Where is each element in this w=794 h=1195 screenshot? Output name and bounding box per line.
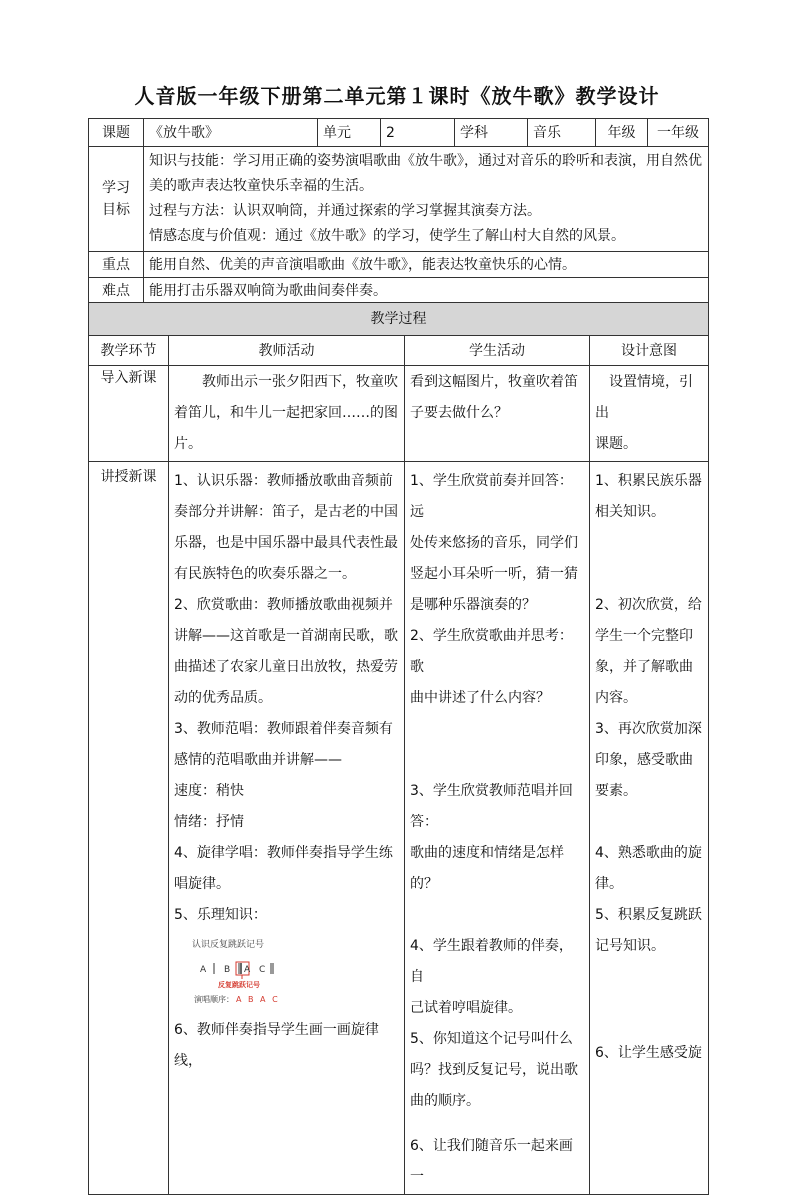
- lecture-student-line: 处传来悠扬的音乐，同学们: [410, 535, 578, 551]
- lecture-student-lines: [410, 466, 584, 1117]
- lecture-intent-line: [595, 528, 703, 559]
- lecture-teacher-line: 5、乐理知识：: [174, 907, 267, 923]
- goals-label-line2: 目标: [102, 202, 130, 218]
- col-student: 学生活动: [405, 336, 590, 366]
- goals-line: 情感态度与价值观：通过《放牛歌》的学习，使学生了解山村大自然的风景。: [149, 228, 625, 244]
- difficulty-text: 能用打击乐器双响筒为歌曲间奏伴奏。: [144, 278, 709, 304]
- lecture-intent-line: 3、再次欣赏加深: [595, 721, 702, 737]
- key-point-label: 重点: [89, 252, 144, 278]
- lecture-intent-line: 内容。: [595, 690, 637, 706]
- process-table: [88, 302, 709, 1195]
- goals-label-line1: 学习: [102, 180, 130, 196]
- intro-intent-line: 课题。: [595, 436, 637, 452]
- lecture-student-line: [410, 900, 584, 931]
- repeat-sign-figure: [174, 935, 304, 1009]
- intro-intent-line: 设置情境，引出: [595, 374, 693, 421]
- col-intent: 设计意图: [590, 336, 709, 366]
- lecture-teacher-line: 感情的范唱歌曲并讲解——: [174, 752, 342, 768]
- bar-a2: A: [244, 965, 251, 975]
- lecture-teacher-line: 动的优秀品质。: [174, 690, 272, 706]
- lecture-intent-line: 5、积累反复跳跃: [595, 907, 702, 923]
- lecture-teacher-line: 4、旋律学唱：教师伴奏指导学生练: [174, 845, 393, 861]
- lecture-intent-line: 相关知识。: [595, 504, 665, 520]
- lecture-intent-line: 2、初次欣赏，给: [595, 597, 702, 613]
- lecture-teacher-line: 唱旋律。: [174, 876, 230, 892]
- lecture-intent-line: 印象，感受歌曲: [595, 752, 693, 768]
- lecture-intent-line: [595, 559, 703, 590]
- lecture-teacher-line: 曲描述了农家儿童日出放牧，热爱劳: [174, 659, 398, 675]
- bar-b: B: [224, 965, 231, 975]
- lecture-intent-line: 象，并了解歌曲: [595, 659, 693, 675]
- sign-label: 反复跳跃记号: [218, 981, 260, 989]
- subject-value: 音乐: [528, 119, 596, 147]
- goals-line: 过程与方法：认识双响筒，并通过探索的学习掌握其演奏方法。: [149, 203, 541, 219]
- order-value: A B A C: [236, 995, 280, 1004]
- intro-stage: 导入新课: [89, 366, 169, 462]
- lecture-student-line: 4、学生跟着教师的伴奏，自: [410, 938, 573, 985]
- subject-label: 学科: [455, 119, 528, 147]
- lecture-student-line: 2、学生欣赏歌曲并思考：歌: [410, 628, 573, 675]
- lecture-intent-lines: [595, 466, 703, 962]
- lecture-teacher-line: 情绪：抒情: [174, 814, 244, 830]
- page-title: 人音版一年级下册第二单元第１课时《放牛歌》教学设计: [134, 84, 660, 108]
- lecture-student-line: 曲的顺序。: [410, 1093, 480, 1109]
- lecture-intent-line: 4、熟悉歌曲的旋: [595, 845, 702, 861]
- bar-a1: A: [200, 965, 207, 975]
- lecture-student-line: 吗？找到反复记号，说出歌: [410, 1062, 578, 1078]
- unit-label: 单元: [318, 119, 381, 147]
- lecture-student-line: 己试着哼唱旋律。: [410, 1000, 522, 1016]
- goals-label: [89, 147, 144, 252]
- unit-value: 2: [381, 119, 455, 147]
- lecture-teacher-lines: [174, 466, 399, 931]
- col-teacher: 教师活动: [169, 336, 405, 366]
- lecture-student-line: 竖起小耳朵听一听，猜一猜: [410, 566, 578, 582]
- key-point-text: 能用自然、优美的声音演唱歌曲《放牛歌》，能表达牧童快乐的心情。: [144, 252, 709, 278]
- lecture-student-line: [410, 745, 584, 776]
- lecture-student-line: 3、学生欣赏教师范唱并回答：: [410, 783, 573, 830]
- lecture-student-line: 歌曲的速度和情绪是怎样: [410, 845, 564, 861]
- lecture-student-line: 1、学生欣赏前奏并回答：远: [410, 473, 573, 520]
- intro-teacher-line: 片。: [174, 436, 202, 452]
- lecture-teacher-line: 1、认识乐器：教师播放歌曲音频前: [174, 473, 393, 489]
- lecture-intent-line: 记号知识。: [595, 938, 665, 954]
- process-header: 教学过程: [89, 303, 709, 336]
- lecture-student-line: 曲中讲述了什么内容？: [410, 690, 550, 706]
- lecture-student-line: 是哪种乐器演奏的？: [410, 597, 536, 613]
- intro-teacher-line: 着笛儿，和牛儿一起把家回……的图: [174, 405, 398, 421]
- lecture-teacher-line: 奏部分并讲解：笛子，是古老的中国: [174, 504, 398, 520]
- goals-line: 美的歌声表达牧童快乐幸福的生活。: [149, 178, 373, 194]
- lecture-stage: 讲授新课: [89, 462, 169, 1195]
- lecture-teacher-line: 速度：稍快: [174, 783, 244, 799]
- lecture-intent-line: 要素。: [595, 783, 637, 799]
- info-table: [88, 118, 709, 304]
- intro-student-line: 子要去做什么？: [410, 405, 508, 421]
- lecture-teacher-line: 讲解——这首歌是一首湖南民歌，歌: [174, 628, 398, 644]
- bar-c: C: [259, 965, 266, 975]
- grade-label: 年级: [596, 119, 648, 147]
- topic-value: 《放牛歌》: [144, 119, 318, 147]
- student-last-line: 6、让我们随音乐一起来画一: [410, 1138, 573, 1185]
- lecture-teacher-line: 乐器，也是中国乐器中最具代表性最: [174, 535, 398, 551]
- difficulty-label: 难点: [89, 278, 144, 304]
- lecture-student-line: [410, 714, 584, 745]
- lecture-teacher-line: 2、欣赏歌曲：教师播放歌曲视频并: [174, 597, 393, 613]
- teacher-last-line: 6、教师伴奏指导学生画一画旋律线，: [174, 1022, 379, 1069]
- topic-label: 课题: [89, 119, 144, 147]
- lecture-teacher-line: 3、教师范唱：教师跟着伴奏音频有: [174, 721, 393, 737]
- goals-line: 知识与技能：学习用正确的姿势演唱歌曲《放牛歌》，通过对音乐的聆听和表演，用自然优: [149, 153, 702, 169]
- intro-student-line: 看到这幅图片，牧童吹着笛: [410, 374, 578, 390]
- intent-last-line: 6、让学生感受旋: [595, 1045, 702, 1061]
- lecture-intent-line: 1、积累民族乐器: [595, 473, 702, 489]
- lecture-intent-line: 学生一个完整印: [595, 628, 693, 644]
- lecture-student-line: 的？: [410, 876, 438, 892]
- grade-value: 一年级: [648, 119, 709, 147]
- lecture-student-line: 5、你知道这个记号叫什么: [410, 1031, 573, 1047]
- lecture-teacher-line: 有民族特色的吹奏乐器之一。: [174, 566, 356, 582]
- order-label: 演唱顺序：: [194, 995, 234, 1004]
- col-stage: 教学环节: [89, 336, 169, 366]
- intro-teacher-line: 教师出示一张夕阳西下，牧童吹: [174, 374, 398, 390]
- lecture-intent-line: 律。: [595, 876, 623, 892]
- figure-caption: 认识反复跳跃记号: [192, 940, 265, 950]
- lecture-intent-line: [595, 807, 703, 838]
